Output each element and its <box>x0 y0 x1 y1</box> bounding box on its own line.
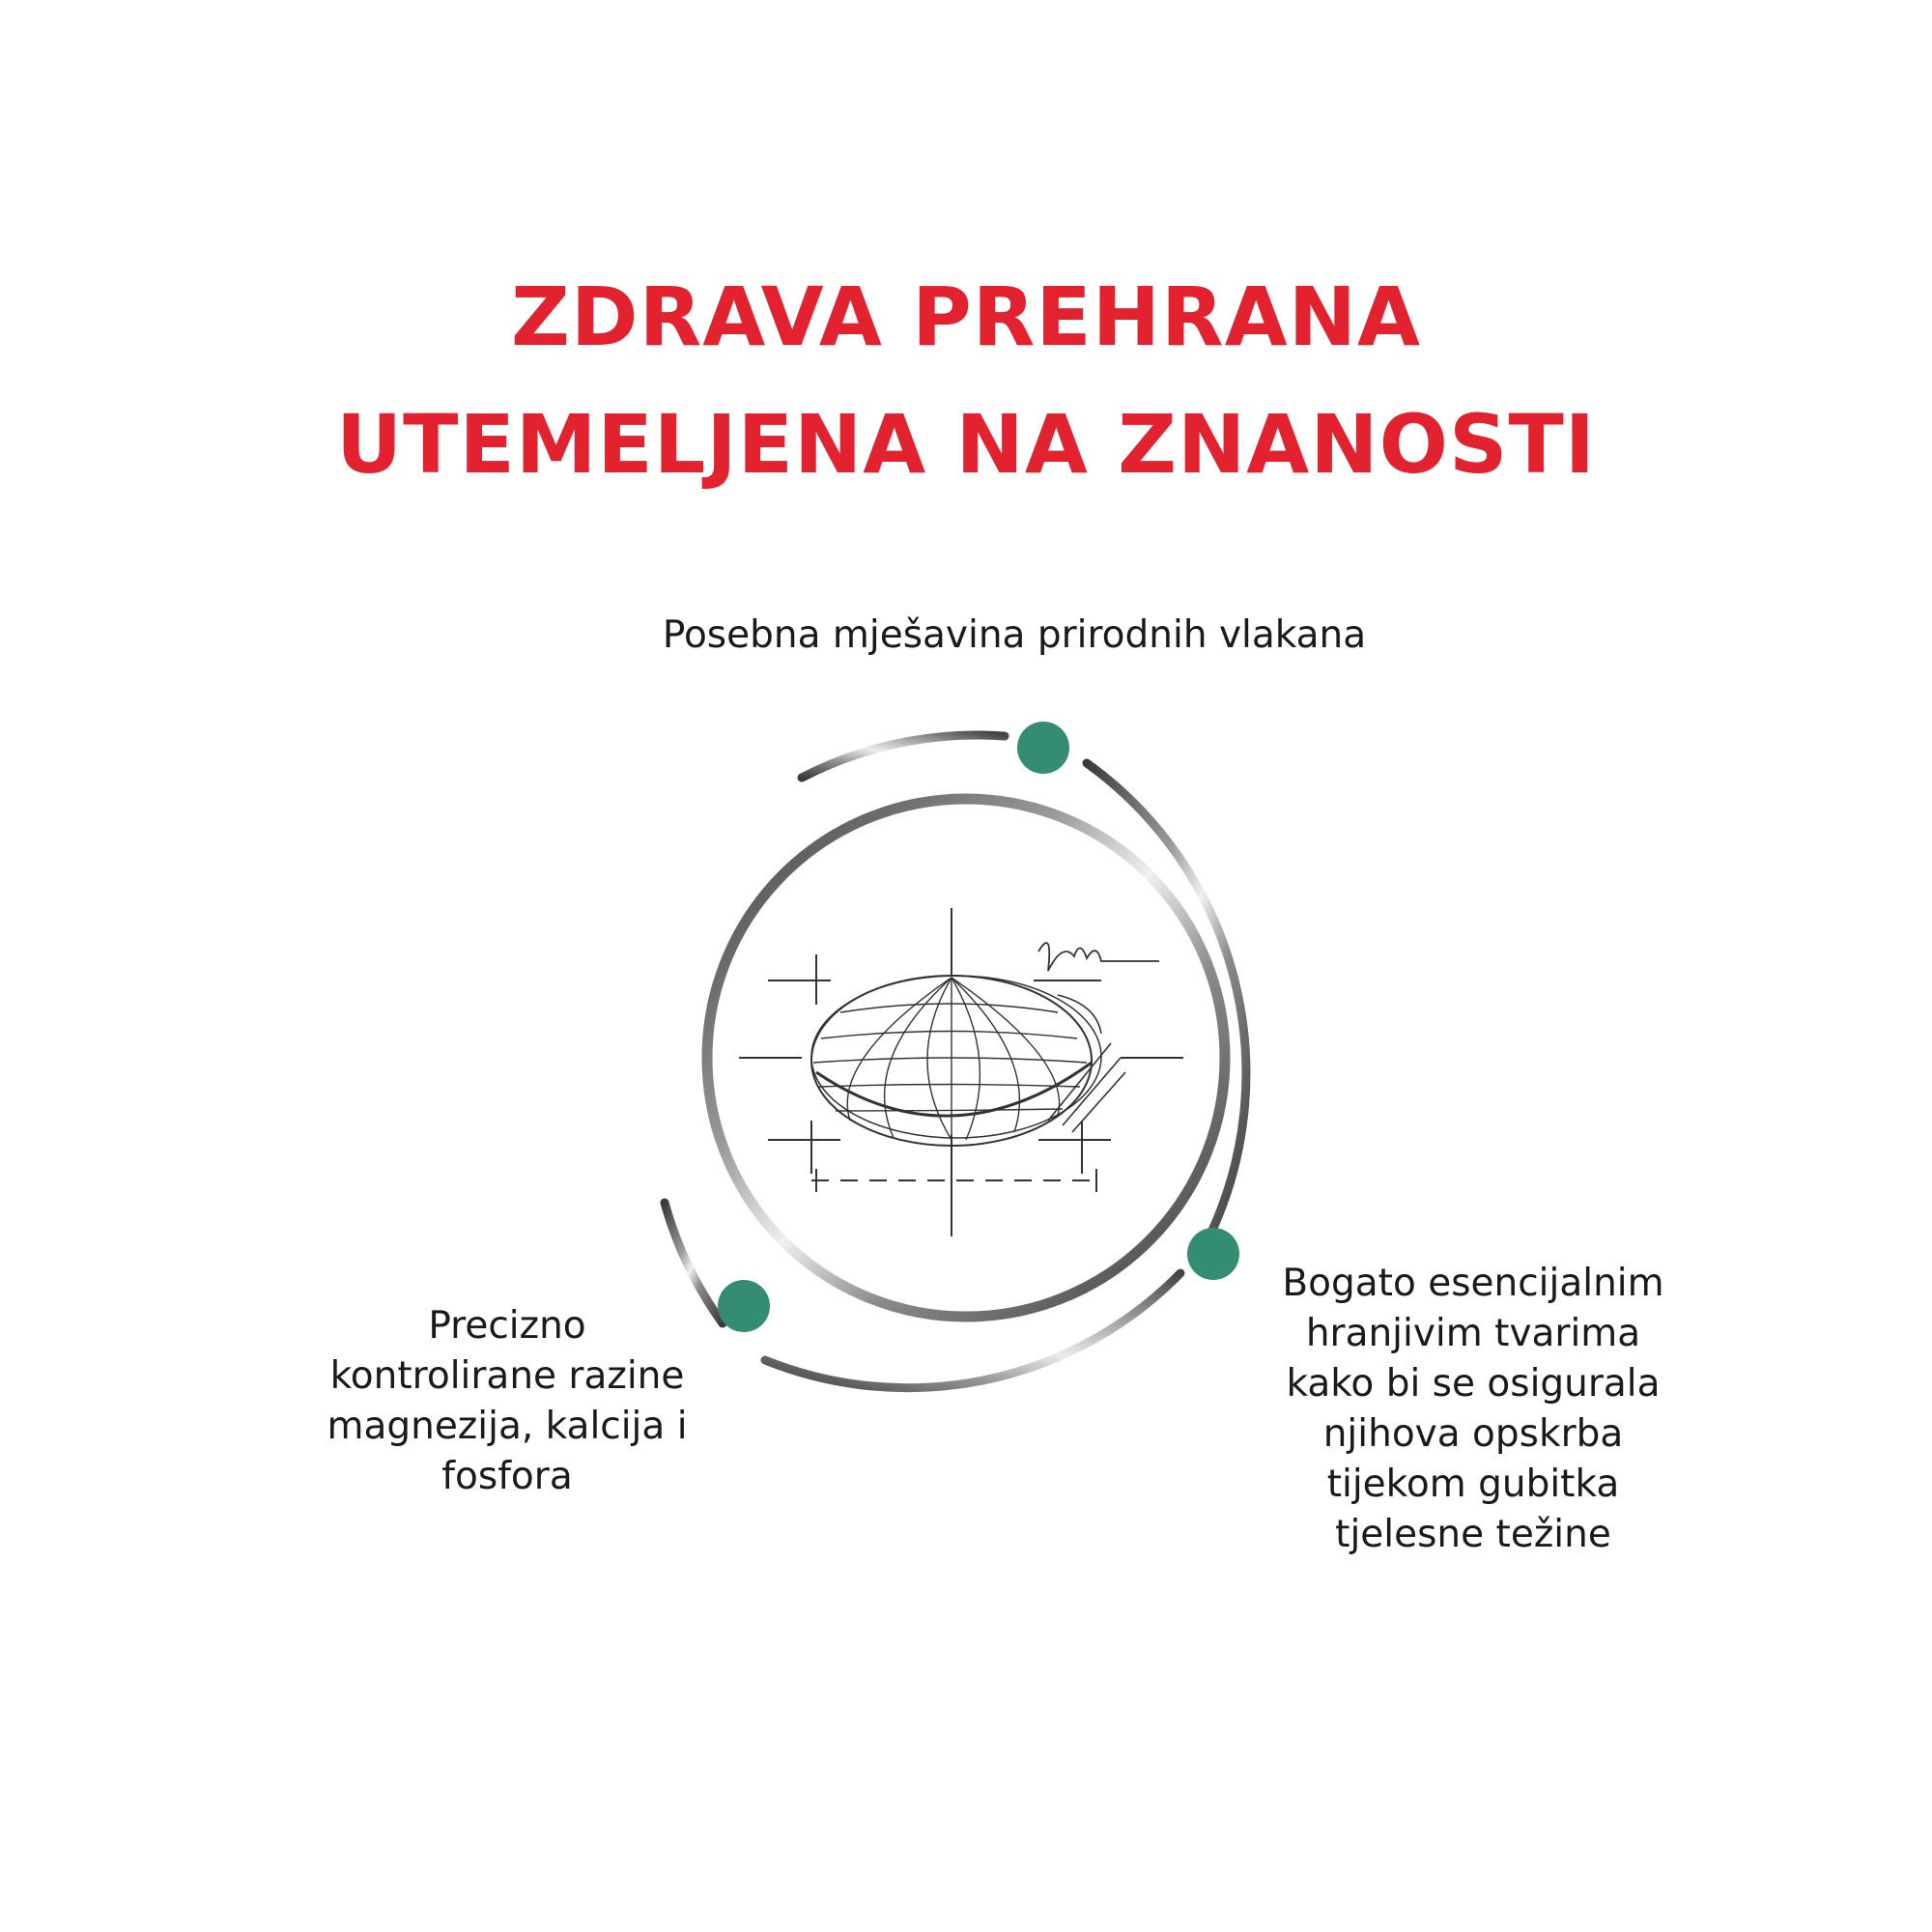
benefit-line: magnezija, kalcija i <box>327 1405 688 1448</box>
benefit-dot-top <box>1017 722 1069 774</box>
headline-line-2: UTEMELJENA NA ZNANOSTI <box>335 397 1597 492</box>
benefit-line: tijekom gubitka <box>1326 1463 1620 1506</box>
benefit-line: kako bi se osigurala <box>1286 1362 1661 1406</box>
outer-ring-arc-top <box>802 735 1005 778</box>
outer-ring-arc-bottom <box>765 1273 1180 1388</box>
benefit-fiber-blend <box>580 611 1449 661</box>
kibble-sketch-icon <box>739 908 1183 1236</box>
benefit-line: tjelesne težine <box>1335 1513 1611 1556</box>
benefit-essential-nutrients <box>1246 1259 1700 1560</box>
benefit-line: hranjivim tvarima <box>1305 1312 1641 1355</box>
benefit-dot-right <box>1187 1228 1239 1280</box>
benefit-dot-left <box>718 1280 770 1332</box>
benefit-line: Precizno <box>428 1304 586 1348</box>
benefit-line: Bogato esencijalnim <box>1282 1262 1664 1305</box>
benefit-line: fosfora <box>441 1455 573 1498</box>
headline-line-1: ZDRAVA PREHRANA <box>510 270 1422 364</box>
benefit-line: njihova opskrba <box>1322 1412 1624 1456</box>
benefit-line: Posebna mješavina prirodnih vlakana <box>662 613 1367 657</box>
benefit-line: kontrolirane razine <box>329 1354 685 1398</box>
benefit-mineral-levels <box>290 1301 724 1502</box>
